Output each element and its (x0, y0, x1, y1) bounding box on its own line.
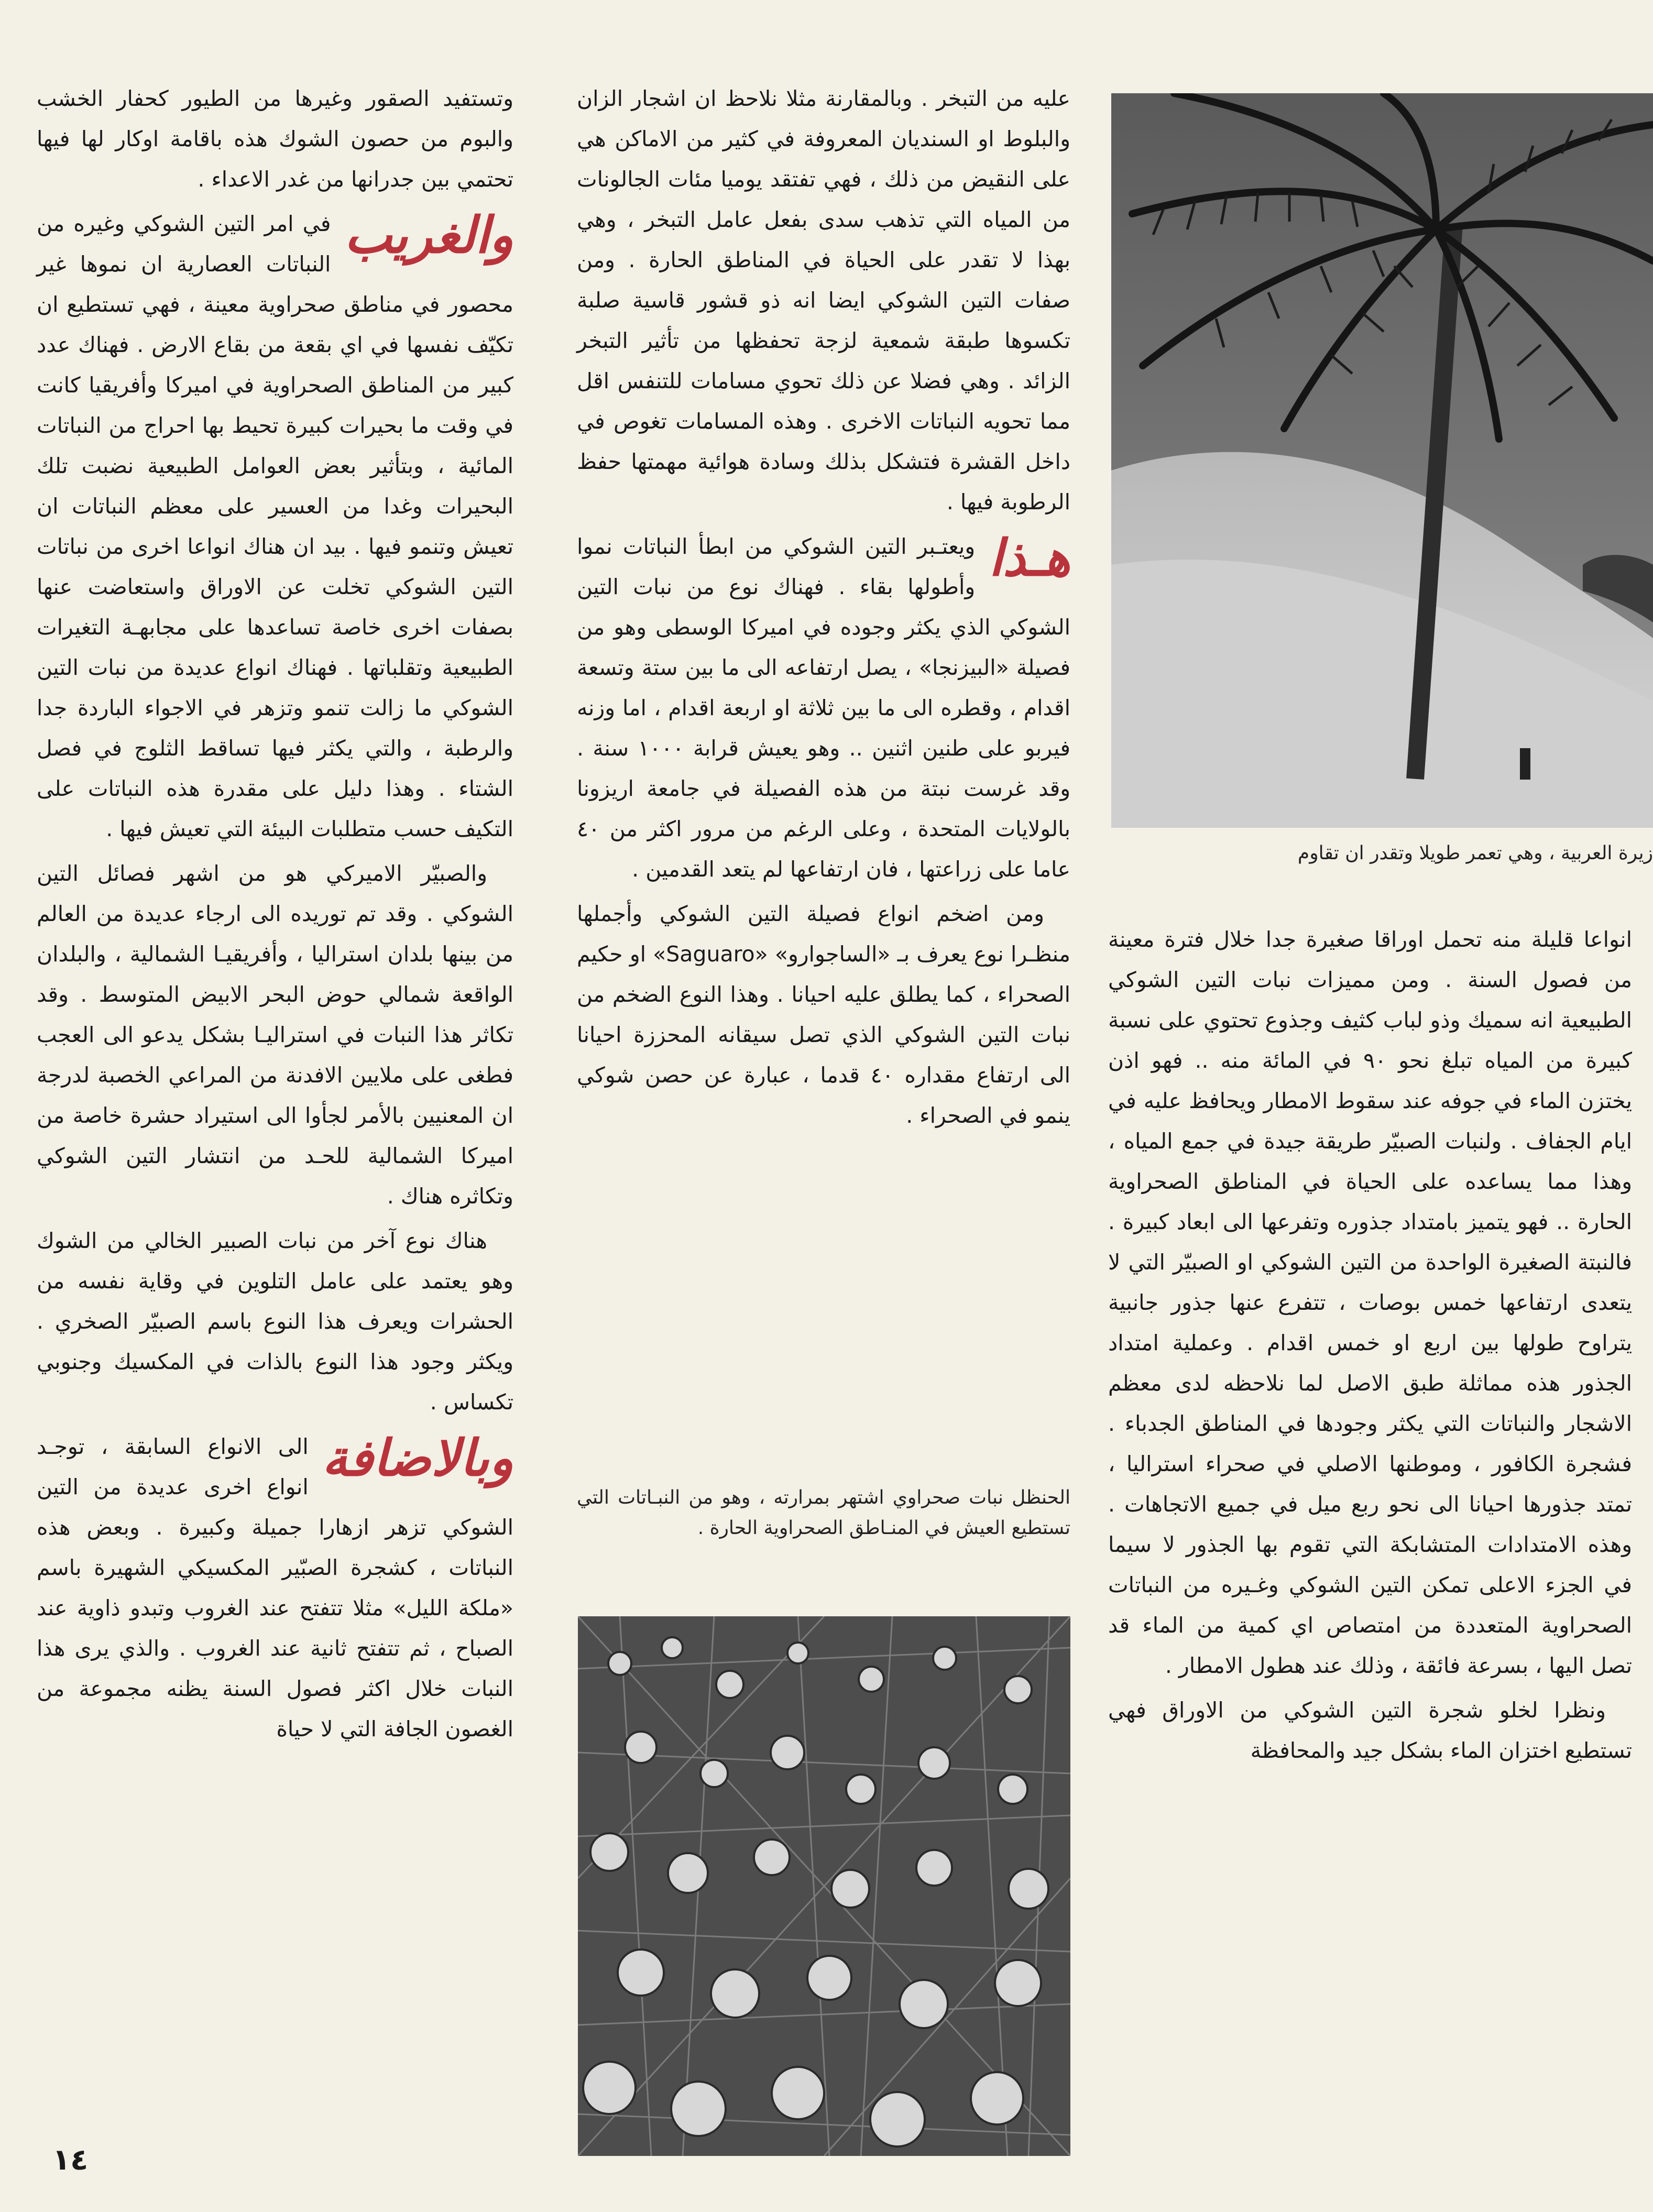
melon-photo-caption: الحنظل نبات صحراوي اشتهر بمرارته ، وهو من النبـاتات التي تستطيع العيش في المنـاطق الصحراوية الحارة . (577, 1487, 1070, 1539)
article-paragraph: وتستفيد الصقور وغيرها من الطيور كحفار الخشب والبوم من حصون الشوك هذه باقامة اوكار لها فيها تحتمي بين جدرانها من غدر الاعداء . (37, 86, 513, 192)
article-paragraph: والصبيّر الاميركي هو من اشهر فصائل التين الشوكي . وقد تم توريده الى ارجاء عديدة من العالم من بينها بلدان استراليا ، وأفريقيـا الشمالية ، والبلدان الواقعة شمالي حوض البحر الابيض المتوسط . وقد تكاثر هذا النبات في استراليـا بشكل يدعو الى العجب فطغى على ملايين الافدنة من المراعي الخصبة لدرجة ان المعنيين بالأمر لجأوا الى استيراد حشرة خاصة من اميركا الشمالية للحـد من انتشار التين الشوكي وتكاثره هناك . (37, 861, 513, 1209)
column-middle (577, 79, 1070, 1140)
column-right (1108, 919, 1632, 1775)
page-number: ١٤ (52, 2143, 89, 2177)
colocynth-illustration (578, 1616, 1070, 2156)
article-paragraph: عليه من التبخر . وبالمقارنة مثلا نلاحظ ان اشجار الزان والبلوط او السنديان المعروفة في كثير من الاماكن هي على النقيض من ذلك ، فهي تفتقد يوميا مئات الجالونات من المياه التي تذهب سدى بفعل عامل التبخر ، وهي بهذا لا تقدر على الحياة في المناطق الحارة . ومن صفات التين الشوكي ايضا انه ذو قشور قاسية صلبة تكسوها طبقة شمعية لزجة تحفظها من تأثير التبخر الزائد . وهي فضلا عن ذلك تحوي مسامات للتنفس اقل مما تحويه النباتات الاخرى . وهذه المسامات تغوص في داخل القشرة فتشكل بذلك وسادة هوائية مهمتها حفظ الرطوبة فيها . (577, 86, 1070, 514)
section-kicker-gharib: والغريب (344, 205, 513, 265)
colocynth-photo (578, 1616, 1070, 2156)
column-left (37, 79, 513, 1754)
article-paragraph: ويعتـبر التين الشوكي من ابطأ النباتات نموا وأطولها بقاء . فهناك نوع من نبات التين الشوكي الذي يكثر وجوده في اميركا الوسطى وهو من فصيلة «البيزنجا» ، يصل ارتفاعه الى ما بين ستة وتسعة اقدام ، وقطره الى ما بين ثلاثة او اربعة اقدام ، اما وزنه فيربو على طنين اثنين .. وهو يعيش قرابة ١٠٠٠ سنة . وقد غرست نبتة من هذه الفصيلة في جامعة اريزونا بالولايات المتحدة ، وعلى الرغم من مرور اكثر من ٤٠ عاما على زراعتها ، فان ارتفاعها لم يتعد القدمين . (577, 534, 1070, 882)
article-paragraph: انواعا قليلة منه تحمل اوراقا صغيرة جدا خلال فترة معينة من فصول السنة . ومن مميزات نبات التين الشوكي الطبيعية انه سميك وذو لباب كثيف وجذوع تحتوي على نسبة كبيرة من المياه تبلغ نحو ٩٠ في المائة منه .. فهو اذن يختزن الماء في جوفه عند سقوط الامطار ويحافظ عليه في ايام الجفاف . ولنبات الصبيّر طريقة جيدة في جمع المياه ، وهذا مما يساعده على الحياة في المناطق الصحراوية الحارة .. فهو يتميز بامتداد جذوره وتفرعها الى ابعاد كبيرة . فالنبتة الصغيرة الواحدة من التين الشوكي او الصبيّر التي لا يتعدى ارتفاعها خمس بوصات ، تتفرع عنها جذور جانبية يتراوح طولها بين اربع او خمس اقدام . وعملية امتداد الجذور هذه مماثلة طبق الاصل لما نلاحظه لدى معظم الاشجار والنباتات التي يكثر وجودها في المناطق الجدباء . فشجرة الكافور ، وموطنها الاصلي في صحراء استراليا ، تمتد جذورها احيانا الى نحو ربع ميل في جميع الاتجاهات . وهذه الامتدادات المتشابكة التي تقوم بها الجذور لا سيما في الجزء الاعلى تمكن التين الشوكي وغـيره من النباتات الصحراوية المتعددة من امتصاص اي كمية من الماء قد تصل اليها ، بسرعة فائقة ، وذلك عند هطول الامطار . (1108, 927, 1632, 1678)
article-paragraph: الى الانواع السابقة ، توجـد انواع اخرى عديدة من التين الشوكي تزهر ازهارا جميلة وكبيرة . وبعض هذه النباتات ، كشجرة الصبّير المكسيكي الشهيرة باسم «ملكة الليل» مثلا تتفتح عند الغروب وتبدو ذاوية عند الصباح ، ثم تتفتح ثانية عند الغروب . والذي يرى هذا النبات خلال اكثر فصول السنة يظنه مجموعة من الغصون الجافة التي لا حياة (37, 1434, 513, 1742)
article-paragraph: في امر التين الشوكي وغيره من النباتات العصارية ان نموها غير محصور في مناطق صحراوية معينة ، فهي تستطيع ان تكيّف نفسها في اي بقعة من بقاع الارض . فهناك عدد كبير من المناطق الصحراوية في اميركا وأفريقيا كانت في وقت ما بحيرات كبيرة تحيط بها احراج من النباتات المائية ، وبتأثير بعض العوامل الطبيعية نضبت تلك البحيرات وغدا من العسير على معظم النباتات ان تعيش وتنمو فيها . بيد ان هناك انواعا اخرى من نباتات التين الشوكي تخلت عن الاوراق واستعاضت عنها بصفات اخرى خاصة تساعدها على مجابهـة التغيرات الطبيعية وتقلباتها . فهناك انواع عديدة من نبات التين الشوكي ما زالت تنمو وتزهر في الاجواء الباردة جدا والرطبة ، والتي يكثر فيها تساقط الثلوج في فصل الشتاء . وهذا دليل على مقدرة هذه النباتات على التكيف حسب متطلبات البيئة التي تعيش فيها . (37, 211, 513, 841)
section-kicker-hatha: هـذا (989, 528, 1070, 587)
article-paragraph: ونظرا لخلو شجرة التين الشوكي من الاوراق فهي تستطيع اختزان الماء بشكل جيد والمحافظة (1108, 1698, 1632, 1763)
palm-photo-caption: زيرة العربية ، وهي تعمر طويلا وتقدر ان تقاوم (1297, 842, 1653, 864)
article-paragraph: ومن اضخم انواع فصيلة التين الشوكي وأجملها منظـرا نوع يعرف بـ «الساجوارو» «Saguaro» او حكيم الصحراء ، كما يطلق عليه احيانا . وهذا النوع الضخم من نبات التين الشوكي الذي تصل سيقانه المحززة احيانا الى ارتفاع مقداره ٤٠ قدما ، عبارة عن حصن شوكي ينمو في الصحراء . (577, 901, 1070, 1128)
section-kicker-idafa: وبالاضافة (322, 1428, 513, 1487)
article-paragraph: هناك نوع آخر من نبات الصبير الخالي من الشوك وهو يعتمد على عامل التلوين في وقاية نفسه من الحشرات ويعرف هذا النوع باسم الصبيّر الصخري . ويكثر وجود هذا النوع بالذات في المكسيك وجنوبي تكساس . (37, 1228, 513, 1415)
palm-desert-photo (1111, 93, 1653, 828)
palm-desert-illustration (1111, 93, 1653, 828)
